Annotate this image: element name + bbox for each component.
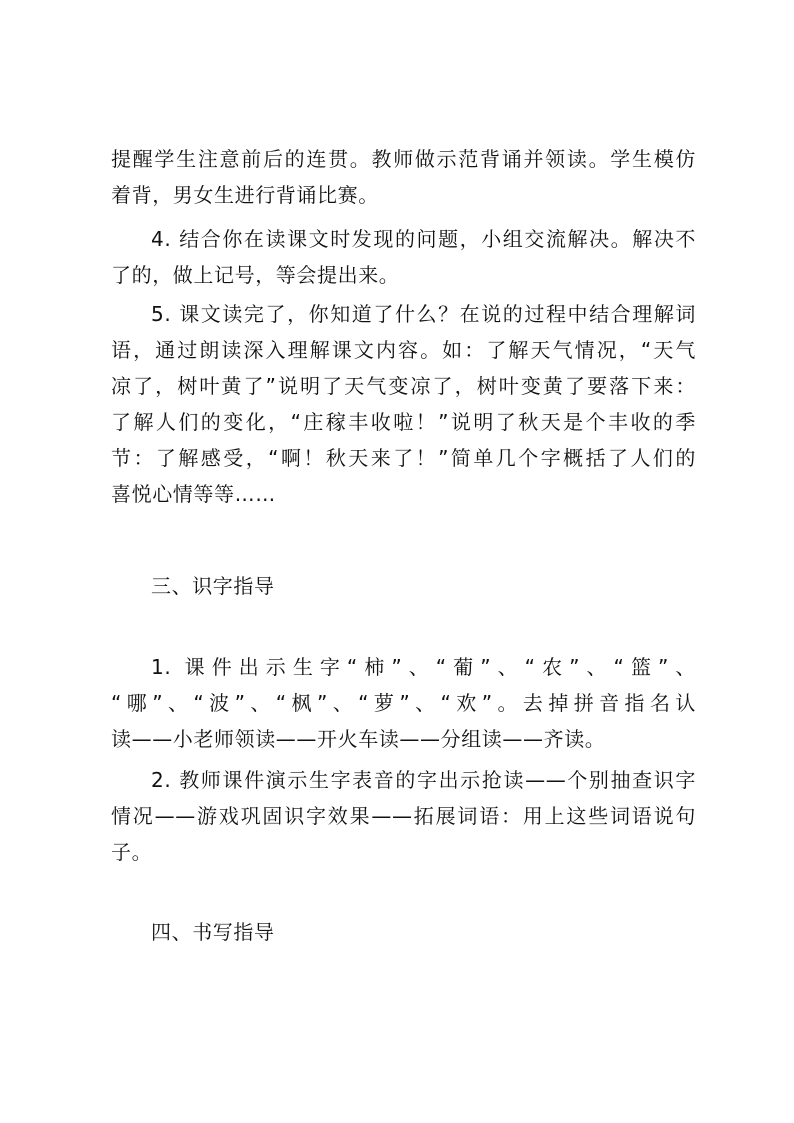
text-line: 节：了解感受，“啊！秋天来了！”简单几个字概括了人们的 [111,446,696,470]
text-line: 提醒学生注意前后的连贯。教师做示范背诵并领读。学生模仿 [111,147,696,171]
text-line: 凉了，树叶黄了”说明了天气变凉了，树叶变黄了要落下来： [111,374,696,398]
text-line: 2. 教师课件演示生字表音的字出示抢读——个别抽查识字 [151,768,696,792]
paragraph-literacy-2 [111,762,696,870]
paragraph-item-4 [111,221,696,293]
text-line: 喜悦心情等等…… [111,482,276,506]
text-line: 5. 课文读完了，你知道了什么？在说的过程中结合理解词 [151,302,696,326]
text-line: 语，通过朗读深入理解课文内容。如：了解天气情况，“天气 [111,338,696,362]
text-line: 了的，做上记号，等会提出来。 [111,263,400,287]
section-heading-writing: 四、书写指导 [151,920,275,944]
text-line: 着背，男女生进行背诵比赛。 [111,183,379,207]
text-line: 了解人们的变化，“庄稼丰收啦！”说明了秋天是个丰收的季 [111,410,696,434]
paragraph-item-5 [111,296,696,512]
text-line: 1. 课件出示生字“柿”、“葡”、“农”、“篮”、 [151,655,696,679]
text-line: 读——小老师领读——开火车读——分组读——齐读。 [111,727,606,751]
text-line: “哪”、“波”、“枫”、“萝”、“欢”。去掉拼音指名认 [111,691,696,715]
paragraph-recitation [111,141,696,213]
text-line: 子。 [111,840,153,864]
section-heading-literacy: 三、识字指导 [151,574,275,598]
paragraph-literacy-1 [111,649,696,757]
text-line: 4. 结合你在读课文时发现的问题，小组交流解决。解决不 [151,227,696,251]
text-line: 情况——游戏巩固识字效果——拓展词语：用上这些词语说句 [111,804,696,828]
